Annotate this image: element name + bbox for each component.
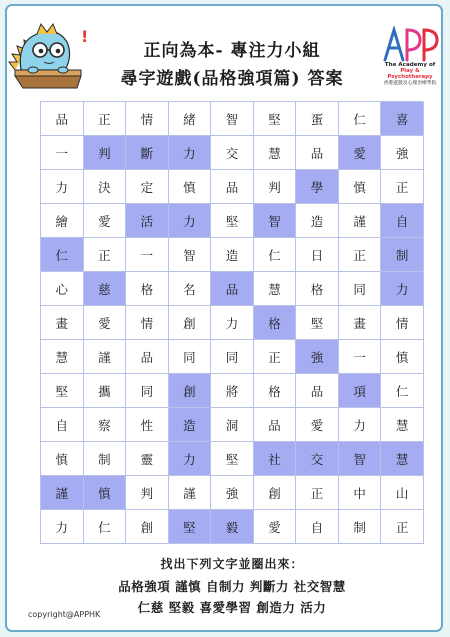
grid-cell[interactable]: 堅	[211, 442, 254, 476]
logo-line-3: 香港遊戲及心理治療學院	[383, 81, 437, 87]
grid-cell[interactable]: 制	[338, 510, 381, 544]
grid-cell[interactable]: 慧	[381, 408, 424, 442]
grid-cell[interactable]: 仁	[41, 238, 84, 272]
grid-cell[interactable]: 力	[381, 272, 424, 306]
grid-cell[interactable]: 仁	[338, 102, 381, 136]
grid-cell[interactable]: 正	[381, 170, 424, 204]
grid-cell[interactable]: 品	[126, 340, 169, 374]
grid-cell[interactable]: 堅	[211, 204, 254, 238]
grid-cell[interactable]: 堅	[41, 374, 84, 408]
grid-cell[interactable]: 情	[126, 306, 169, 340]
grid-cell[interactable]: 情	[381, 306, 424, 340]
grid-cell[interactable]: 畫	[338, 306, 381, 340]
grid-cell[interactable]: 慎	[381, 340, 424, 374]
instructions-title: 找出下列文字並圈出來：	[160, 557, 304, 571]
grid-cell[interactable]: 社	[253, 442, 296, 476]
grid-cell[interactable]: 慎	[168, 170, 211, 204]
grid-cell[interactable]: 慧	[253, 136, 296, 170]
grid-cell[interactable]: 力	[168, 442, 211, 476]
grid-cell[interactable]: 同	[338, 272, 381, 306]
grid-cell[interactable]: 仁	[253, 238, 296, 272]
word-list-line-1: 品格強項 謹慎 自制力 判斷力 社交智慧	[118, 579, 346, 594]
grid-cell[interactable]: 慧	[381, 442, 424, 476]
grid-cell[interactable]: 情	[126, 102, 169, 136]
grid-cell[interactable]: 力	[211, 306, 254, 340]
grid-cell[interactable]: 判	[253, 170, 296, 204]
grid-cell[interactable]: 正	[296, 476, 339, 510]
grid-cell[interactable]: 謹	[41, 476, 84, 510]
grid-cell[interactable]: 一	[338, 340, 381, 374]
grid-cell[interactable]: 智	[338, 442, 381, 476]
grid-cell[interactable]: 謹	[83, 340, 126, 374]
grid-cell[interactable]: 斷	[126, 136, 169, 170]
dinosaur-mascot-icon	[7, 12, 95, 90]
grid-row	[41, 510, 424, 544]
grid-cell[interactable]: 品	[296, 374, 339, 408]
grid-cell[interactable]: 慧	[41, 340, 84, 374]
logo-line-1: The Academy of	[384, 62, 436, 68]
grid-cell[interactable]: 品	[253, 408, 296, 442]
grid-cell[interactable]: 正	[253, 340, 296, 374]
grid-row	[41, 374, 424, 408]
grid-cell[interactable]: 同	[168, 340, 211, 374]
grid-row	[41, 306, 424, 340]
worksheet-card	[5, 4, 443, 632]
grid-cell[interactable]: 定	[126, 170, 169, 204]
grid-cell[interactable]: 力	[338, 408, 381, 442]
grid-cell[interactable]: 交	[296, 442, 339, 476]
grid-cell[interactable]: 察	[83, 408, 126, 442]
grid-cell[interactable]: 交	[211, 136, 254, 170]
grid-cell[interactable]: 制	[381, 238, 424, 272]
grid-cell[interactable]: 決	[83, 170, 126, 204]
grid-cell[interactable]: 名	[168, 272, 211, 306]
grid-cell[interactable]: 繪	[41, 204, 84, 238]
grid-cell[interactable]: 力	[41, 510, 84, 544]
grid-cell[interactable]: 智	[211, 102, 254, 136]
grid-row	[41, 476, 424, 510]
grid-cell[interactable]: 品	[41, 102, 84, 136]
grid-cell[interactable]: 愛	[83, 204, 126, 238]
grid-cell[interactable]: 慎	[83, 476, 126, 510]
grid-cell[interactable]: 創	[168, 306, 211, 340]
grid-cell[interactable]: 喜	[381, 102, 424, 136]
grid-cell[interactable]: 愛	[338, 136, 381, 170]
grid-row	[41, 442, 424, 476]
grid-cell[interactable]: 正	[338, 238, 381, 272]
grid-cell[interactable]: 心	[41, 272, 84, 306]
grid-row	[41, 170, 424, 204]
grid-cell[interactable]: 慎	[338, 170, 381, 204]
grid-row	[41, 136, 424, 170]
grid-cell[interactable]: 日	[296, 238, 339, 272]
grid-row	[41, 408, 424, 442]
grid-cell[interactable]: 強	[296, 340, 339, 374]
grid-cell[interactable]: 自	[296, 510, 339, 544]
grid-cell[interactable]: 判	[126, 476, 169, 510]
logo-wordmark	[379, 63, 441, 86]
grid-cell[interactable]: 謹	[338, 204, 381, 238]
grid-cell[interactable]: 堅	[253, 102, 296, 136]
grid-cell[interactable]: 造	[211, 238, 254, 272]
grid-cell[interactable]: 品	[296, 136, 339, 170]
grid-cell[interactable]: 謹	[168, 476, 211, 510]
grid-cell[interactable]: 一	[126, 238, 169, 272]
grid-cell[interactable]: 性	[126, 408, 169, 442]
grid-cell[interactable]: 格	[253, 374, 296, 408]
grid-cell[interactable]: 正	[381, 510, 424, 544]
grid-cell[interactable]: 強	[211, 476, 254, 510]
grid-cell[interactable]: 靈	[126, 442, 169, 476]
logo-line-2: Play & Psychotherapy	[387, 67, 433, 80]
grid-cell[interactable]: 力	[168, 136, 211, 170]
grid-cell[interactable]: 洞	[211, 408, 254, 442]
grid-cell[interactable]: 自	[381, 204, 424, 238]
grid-cell[interactable]: 造	[168, 408, 211, 442]
grid-cell[interactable]: 自	[41, 408, 84, 442]
grid-row	[41, 272, 424, 306]
grid-row	[41, 340, 424, 374]
grid-cell[interactable]: 同	[126, 374, 169, 408]
grid-cell[interactable]: 格	[296, 272, 339, 306]
word-list-line-2: 仁慈 堅毅 喜愛學習 創造力 活力	[137, 600, 327, 615]
grid-cell[interactable]: 造	[296, 204, 339, 238]
grid-cell[interactable]: 中	[338, 476, 381, 510]
grid-cell[interactable]: 同	[211, 340, 254, 374]
grid-cell[interactable]: 慈	[83, 272, 126, 306]
grid-cell[interactable]: 蛋	[296, 102, 339, 136]
grid-row	[41, 204, 424, 238]
grid-cell[interactable]: 愛	[253, 510, 296, 544]
grid-cell[interactable]: 愛	[296, 408, 339, 442]
grid-cell[interactable]: 智	[168, 238, 211, 272]
grid-cell[interactable]: 創	[126, 510, 169, 544]
copyright-notice: copyright@APPHK	[28, 610, 101, 619]
grid-cell[interactable]: 慎	[41, 442, 84, 476]
grid-cell[interactable]: 格	[253, 306, 296, 340]
grid-cell[interactable]: 力	[41, 170, 84, 204]
grid-cell[interactable]: 力	[168, 204, 211, 238]
grid-cell[interactable]: 愛	[83, 306, 126, 340]
grid-cell[interactable]: 創	[168, 374, 211, 408]
grid-cell[interactable]: 制	[83, 442, 126, 476]
word-search-grid	[40, 101, 424, 544]
grid-cell[interactable]: 攜	[83, 374, 126, 408]
grid-cell[interactable]: 品	[211, 170, 254, 204]
grid-cell[interactable]: 正	[83, 102, 126, 136]
grid-cell[interactable]: 毅	[211, 510, 254, 544]
grid-cell[interactable]: 正	[83, 238, 126, 272]
grid-cell[interactable]: 判	[83, 136, 126, 170]
grid-cell[interactable]: 仁	[83, 510, 126, 544]
page-subtitle: 尋字遊戲(品格強項篇) 答案	[120, 69, 344, 89]
grid-cell[interactable]: 將	[211, 374, 254, 408]
grid-cell[interactable]: 堅	[296, 306, 339, 340]
grid-cell[interactable]: 活	[126, 204, 169, 238]
grid-cell[interactable]: 學	[296, 170, 339, 204]
grid-cell[interactable]: 格	[126, 272, 169, 306]
grid-cell[interactable]: 項	[338, 374, 381, 408]
grid-cell[interactable]: 緒	[168, 102, 211, 136]
grid-cell[interactable]: 品	[211, 272, 254, 306]
grid-row	[41, 238, 424, 272]
page-title: 正向為本- 專注力小組	[143, 41, 321, 61]
exclamation-mark: !	[81, 27, 89, 46]
grid-cell[interactable]: 畫	[41, 306, 84, 340]
grid-cell[interactable]: 堅	[168, 510, 211, 544]
grid-cell[interactable]: 仁	[381, 374, 424, 408]
grid-cell[interactable]: 智	[253, 204, 296, 238]
grid-cell[interactable]: 強	[381, 136, 424, 170]
grid-cell[interactable]: 一	[41, 136, 84, 170]
grid-row	[41, 102, 424, 136]
grid-cell[interactable]: 創	[253, 476, 296, 510]
grid-cell[interactable]: 慧	[253, 272, 296, 306]
grid-cell[interactable]: 山	[381, 476, 424, 510]
